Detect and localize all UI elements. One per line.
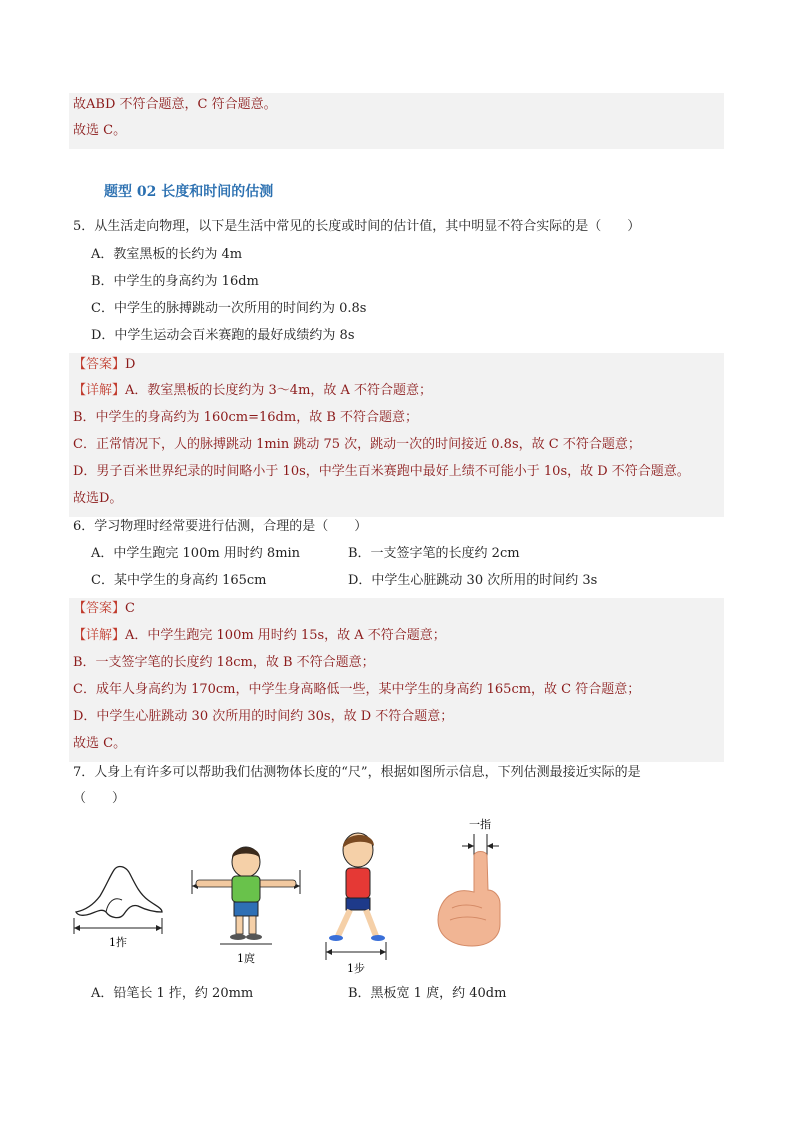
q5-detail-d: D．男子百米世界纪录的时间略小于 10s，中学生百米赛跑中最好上绩不可能小于 10s，故 D 不符合题意。 — [73, 464, 690, 479]
q6-conclusion: 故选 C。 — [73, 736, 127, 751]
hand-span-figure — [66, 860, 166, 950]
q6-detail-tag: 【详解】 — [73, 628, 126, 643]
q5-stem: 5．从生活走向物理，以下是生活中常见的长度或时间的估计值，其中明显不符合实际的是（ ） — [73, 219, 641, 234]
q6-answer — [73, 600, 135, 618]
q6-answer-block — [69, 598, 724, 762]
q5-option-d: D．中学生运动会百米赛跑的最好成绩约为 8s — [91, 328, 355, 343]
q5-option-c: C．中学生的脉搏跳动一次所用的时间约为 0.8s — [91, 301, 367, 316]
top-line-1: 故ABD 不符合题意，C 符合题意。 — [73, 97, 277, 112]
arm-span-figure — [186, 840, 306, 970]
q6-detail-b: B．一支签字笔的长度约 18cm，故 B 不符合题意； — [73, 655, 375, 670]
top-line-2: 故选 C。 — [73, 123, 127, 138]
label-zhi: 一指 — [469, 818, 491, 831]
q6-option-a: A．中学生跑完 100m 用时约 8min — [91, 546, 301, 561]
stride-figure — [318, 828, 398, 978]
q5-conclusion: 故选D。 — [73, 491, 123, 506]
section-title: 题型 02 长度和时间的估测 — [104, 184, 274, 200]
finger-width-figure — [432, 812, 512, 952]
q5-answer — [73, 356, 135, 374]
q5-detail-a-text: A．教室黑板的长度约为 3～4m，故 A 不符合题意； — [125, 383, 433, 398]
q6-option-b: B．一支签字笔的长度约 2cm — [348, 546, 520, 561]
label-zha: 1拃 — [109, 936, 127, 949]
q7-option-a: A．铅笔长 1 拃，约 20mm — [91, 986, 254, 1001]
q7-option-b: B．黑板宽 1 庹，约 40dm — [348, 986, 507, 1001]
q5-option-a: A．教室黑板的长约为 4m — [91, 247, 243, 262]
q7-stem-line-1: 7．人身上有许多可以帮助我们估测物体长度的“尺”，根据如图所示信息，下列估测最接近实际的是 — [73, 765, 641, 780]
q5-answer-block — [69, 353, 724, 517]
q5-answer-tag: 【答案】 — [73, 357, 126, 372]
q6-detail-a-text: A．中学生跑完 100m 用时约 15s，故 A 不符合题意； — [125, 628, 446, 643]
q5-detail-b: B．中学生的身高约为 160cm=16dm，故 B 不符合题意； — [73, 410, 419, 425]
q6-answer-tag: 【答案】 — [73, 601, 126, 616]
q6-answer-value: C — [125, 601, 135, 616]
q5-detail-a — [73, 382, 432, 400]
q6-detail-d: D．中学生心脏跳动 30 次所用的时间约 30s，故 D 不符合题意； — [73, 709, 454, 724]
q5-detail-c: C．正常情况下，人的脉搏跳动 1min 跳动 75 次，跳动一次的时间接近 0.8s，故 C 不符合题意； — [73, 437, 641, 452]
q6-stem: 6．学习物理时经常要进行估测，合理的是（ ） — [73, 519, 368, 534]
q5-option-b: B．中学生的身高约为 16dm — [91, 274, 259, 289]
label-tuo: 1庹 — [237, 952, 255, 965]
q6-option-c: C．某中学生的身高约 165cm — [91, 573, 267, 588]
q5-answer-value: D — [125, 357, 136, 372]
q5-detail-tag: 【详解】 — [73, 383, 126, 398]
q7-stem-line-2: （ ） — [73, 791, 126, 806]
q6-detail-c: C．成年人身高约为 170cm，中学生身高略低一些，某中学生的身高约 165cm，故 C 符合题意； — [73, 682, 641, 697]
q6-detail-a — [73, 627, 446, 645]
q6-option-d: D．中学生心脏跳动 30 次所用的时间约 3s — [348, 573, 598, 588]
label-bu: 1步 — [347, 962, 365, 975]
